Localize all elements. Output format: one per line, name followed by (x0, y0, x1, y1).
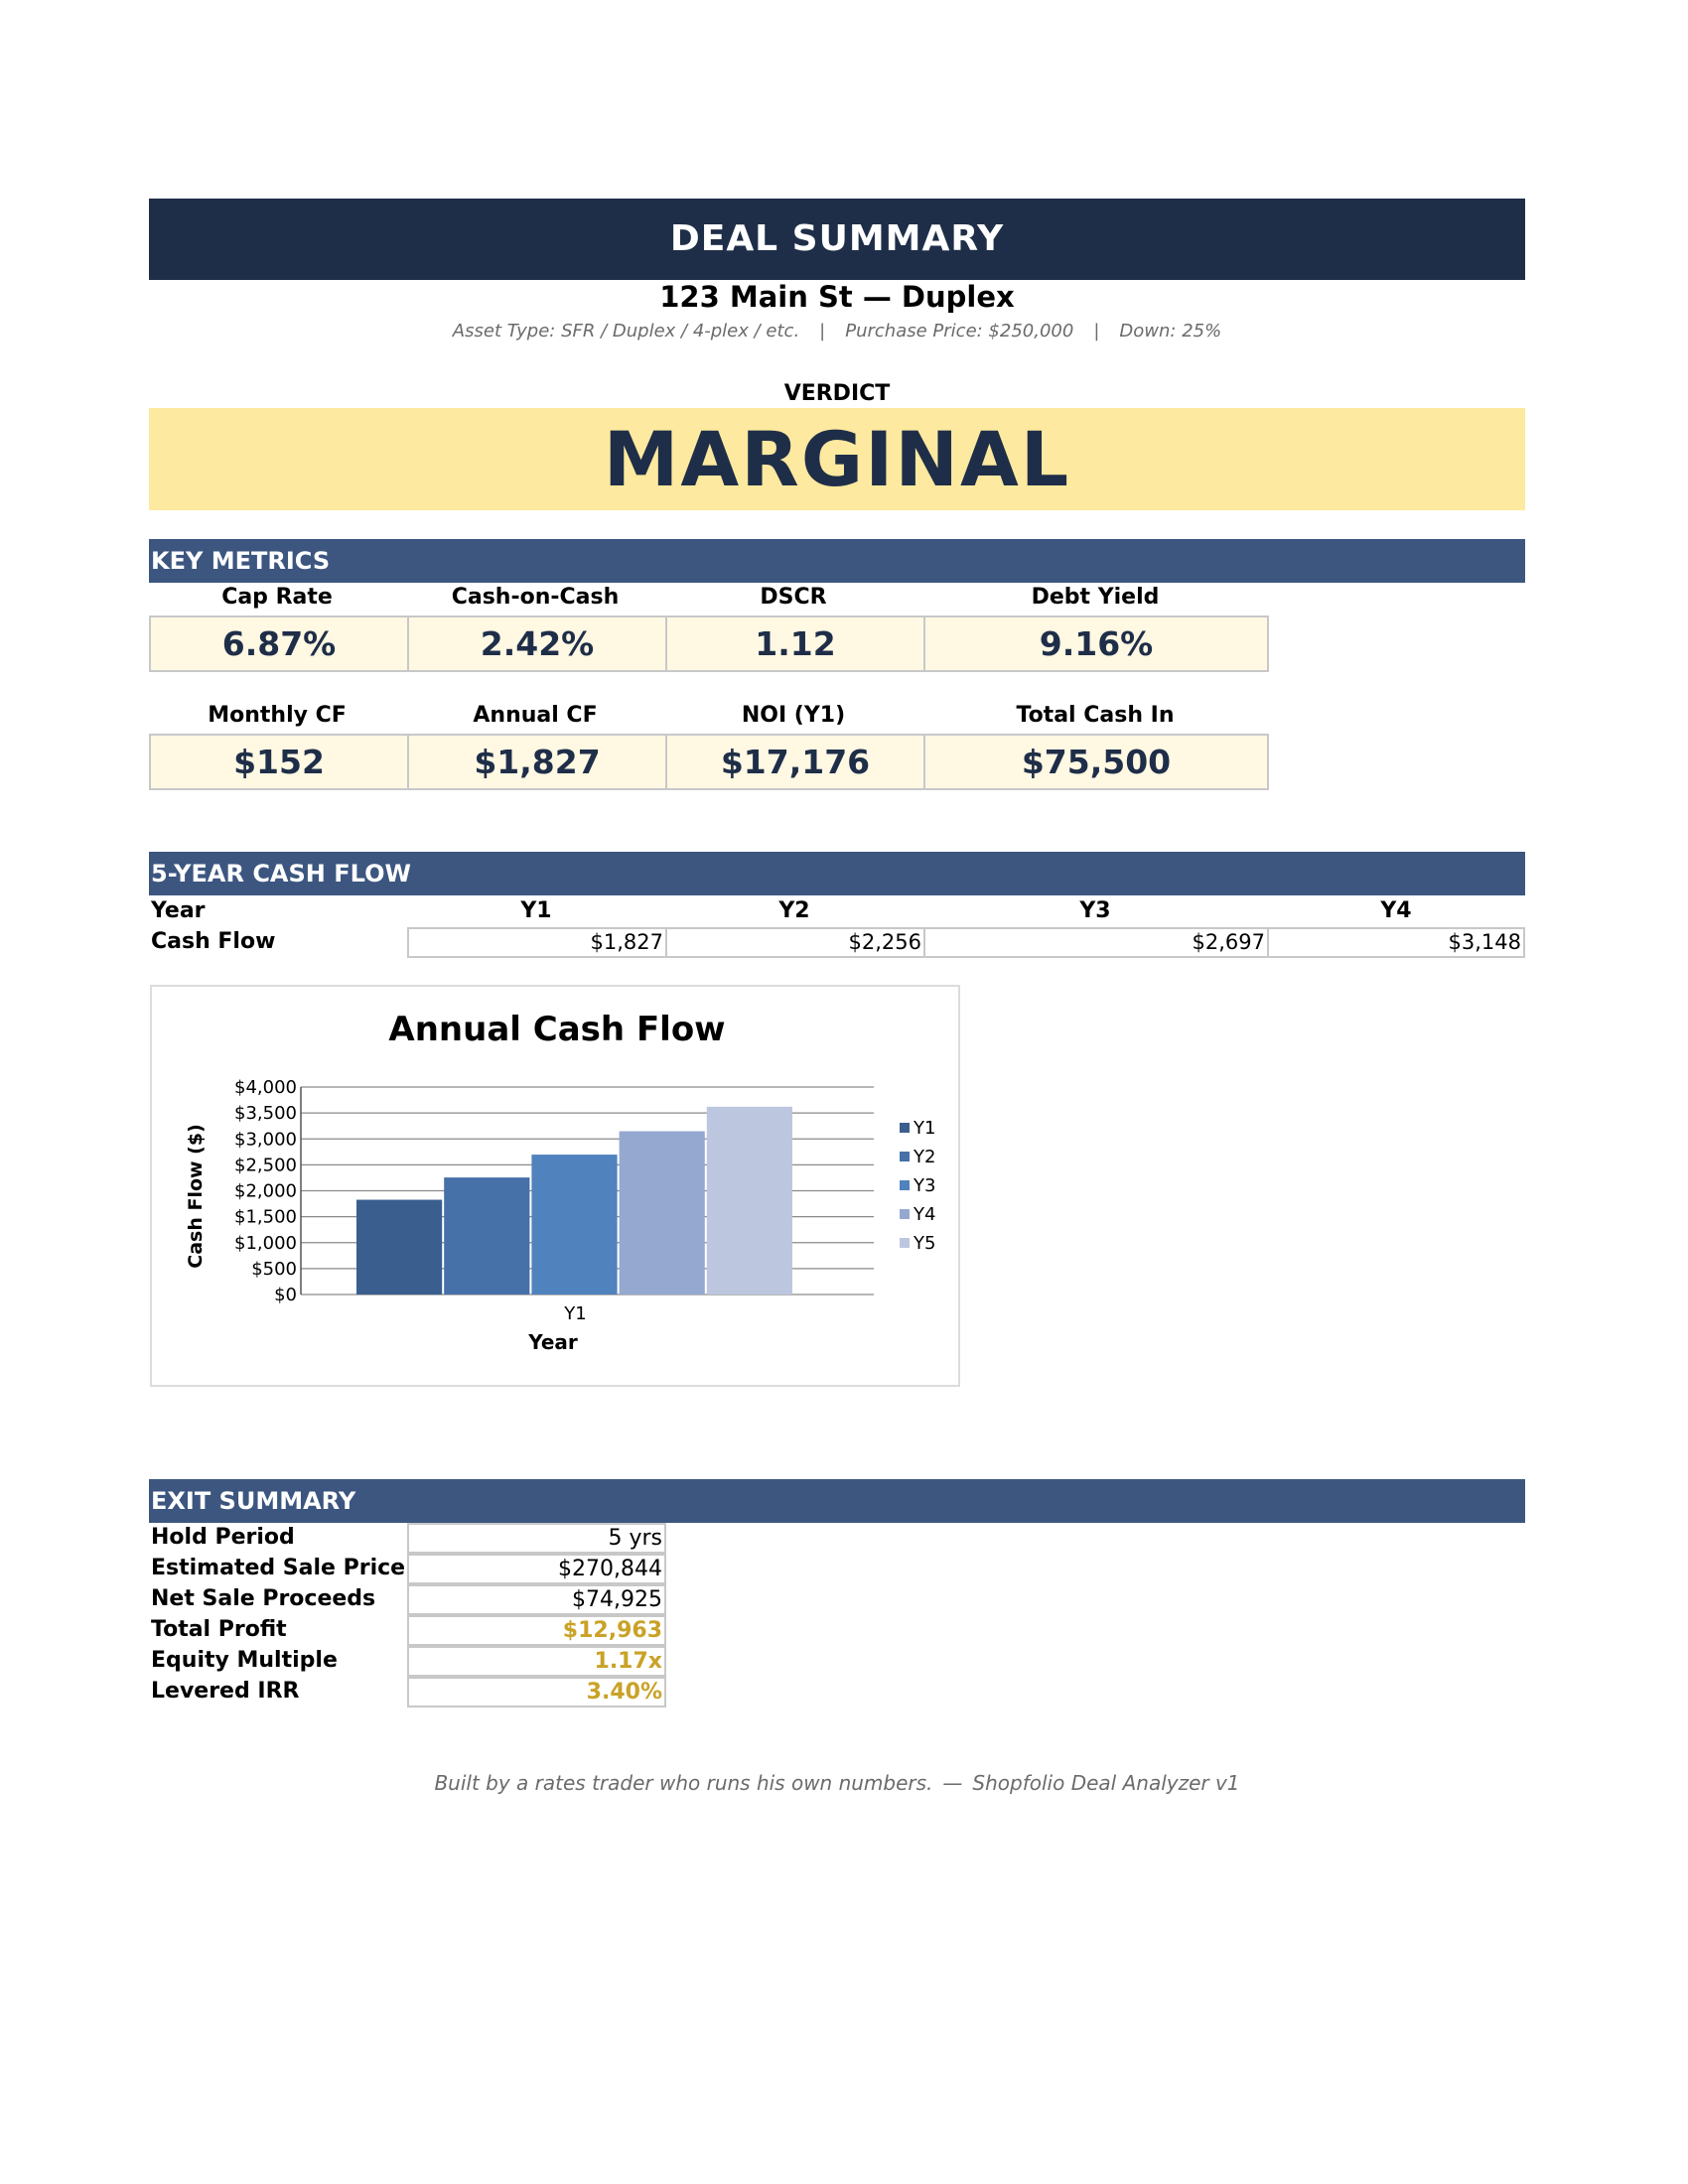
chart-y-tick-label: $2,500 (234, 1155, 297, 1176)
chart-bar-y1 (356, 1200, 442, 1295)
year-header-y4: Y4 (1380, 898, 1412, 923)
legend-label: Y2 (914, 1147, 936, 1167)
exit-summary-header: EXIT SUMMARY (149, 1479, 1525, 1523)
metric-label-cap-rate: Cap Rate (221, 585, 333, 610)
chart-canvas (152, 987, 958, 1385)
deal-meta (149, 321, 1525, 341)
year-header-y1: Y1 (520, 898, 552, 923)
exit-label-sale-price: Estimated Sale Price (151, 1556, 406, 1580)
chart-bar-y3 (531, 1155, 617, 1295)
year-row-label: Year (151, 898, 206, 923)
legend-swatch (900, 1209, 910, 1219)
exit-label-equity-multiple: Equity Multiple (151, 1648, 338, 1673)
metric-value-debt-yield: 9.16% (923, 615, 1269, 672)
cash-flow-cell-y3: $2,697 (923, 927, 1269, 958)
chart-y-tick-label: $3,500 (234, 1103, 297, 1125)
metric-value-cap-rate: 6.87% (149, 615, 409, 672)
footer-product: Shopfolio Deal Analyzer v1 (972, 1771, 1240, 1795)
metric-label-debt-yield: Debt Yield (1031, 585, 1160, 610)
separator: | (819, 321, 826, 341)
footer-dash: — (942, 1771, 963, 1795)
asset-type: Asset Type: SFR / Duplex / 4-plex / etc. (452, 321, 800, 341)
chart-y-axis-label: Cash Flow ($) (185, 1124, 207, 1269)
metric-label-annual-cf: Annual CF (473, 703, 598, 728)
metric-label-total-cash-in: Total Cash In (1016, 703, 1175, 728)
exit-label-net-proceeds: Net Sale Proceeds (151, 1586, 376, 1611)
chart-y-tick-label: $1,500 (234, 1206, 297, 1228)
verdict-label: VERDICT (783, 381, 891, 406)
legend-label: Y1 (914, 1118, 936, 1139)
metric-value-cash-on-cash: 2.42% (407, 615, 667, 672)
legend-swatch (900, 1238, 910, 1248)
exit-label-total-profit: Total Profit (151, 1617, 287, 1642)
footer-tagline: Built by a rates trader who runs his own numbers. (434, 1771, 933, 1795)
purchase-price: Purchase Price: $250,000 (845, 321, 1074, 341)
metric-value-noi: $17,176 (665, 734, 925, 790)
cash-flow-cell-y2: $2,256 (665, 927, 925, 958)
exit-label-levered-irr: Levered IRR (151, 1679, 300, 1704)
chart-x-tick-label: Y1 (564, 1303, 587, 1324)
legend-swatch (900, 1152, 910, 1161)
legend-label: Y4 (914, 1204, 936, 1225)
chart-bar-y2 (444, 1177, 529, 1295)
metric-label-dscr: DSCR (760, 585, 827, 610)
chart-y-tick-label: $0 (274, 1285, 297, 1305)
chart-x-axis-label: Year (528, 1330, 578, 1354)
chart-bar-y4 (620, 1132, 705, 1295)
chart-y-tick-label: $500 (251, 1258, 297, 1280)
metric-label-noi: NOI (Y1) (741, 703, 846, 728)
chart-y-tick-label: $3,000 (234, 1129, 297, 1151)
metric-value-total-cash-in: $75,500 (923, 734, 1269, 790)
metric-label-monthly-cf: Monthly CF (208, 703, 347, 728)
footer (149, 1771, 1525, 1795)
cash-flow-header: 5-YEAR CASH FLOW (149, 852, 1525, 895)
chart-y-tick-label: $4,000 (234, 1077, 297, 1098)
metric-label-cash-on-cash: Cash-on-Cash (451, 585, 620, 610)
exit-value-hold-period: 5 yrs (407, 1523, 666, 1554)
separator: | (1093, 321, 1100, 341)
metric-value-dscr: 1.12 (665, 615, 925, 672)
metric-value-monthly-cf: $152 (149, 734, 409, 790)
chart-y-tick-label: $1,000 (234, 1232, 297, 1254)
exit-value-total-profit: $12,963 (407, 1615, 666, 1646)
exit-label-hold-period: Hold Period (151, 1525, 295, 1550)
legend-swatch (900, 1123, 910, 1133)
exit-value-sale-price: $270,844 (407, 1554, 666, 1584)
cash-flow-row-label: Cash Flow (151, 929, 276, 954)
chart-bar-y5 (707, 1107, 792, 1295)
legend-label: Y5 (914, 1233, 936, 1254)
legend-swatch (900, 1180, 910, 1190)
key-metrics-header: KEY METRICS (149, 539, 1525, 583)
verdict-value: MARGINAL (149, 408, 1525, 510)
cash-flow-cell-y1: $1,827 (407, 927, 667, 958)
exit-value-net-proceeds: $74,925 (407, 1584, 666, 1615)
down-payment: Down: 25% (1119, 321, 1222, 341)
exit-value-equity-multiple: 1.17x (407, 1646, 666, 1677)
year-header-y3: Y3 (1079, 898, 1111, 923)
year-header-y2: Y2 (778, 898, 810, 923)
chart-y-tick-label: $2,000 (234, 1180, 297, 1202)
metric-value-annual-cf: $1,827 (407, 734, 667, 790)
cash-flow-cell-y4: $3,148 (1267, 927, 1525, 958)
exit-value-levered-irr: 3.40% (407, 1677, 666, 1707)
chart-title: Annual Cash Flow (388, 1010, 726, 1049)
property-name: 123 Main St — Duplex (659, 280, 1015, 314)
legend-label: Y3 (914, 1175, 936, 1196)
page-title: DEAL SUMMARY (149, 199, 1525, 280)
annual-cash-flow-chart (150, 985, 960, 1387)
